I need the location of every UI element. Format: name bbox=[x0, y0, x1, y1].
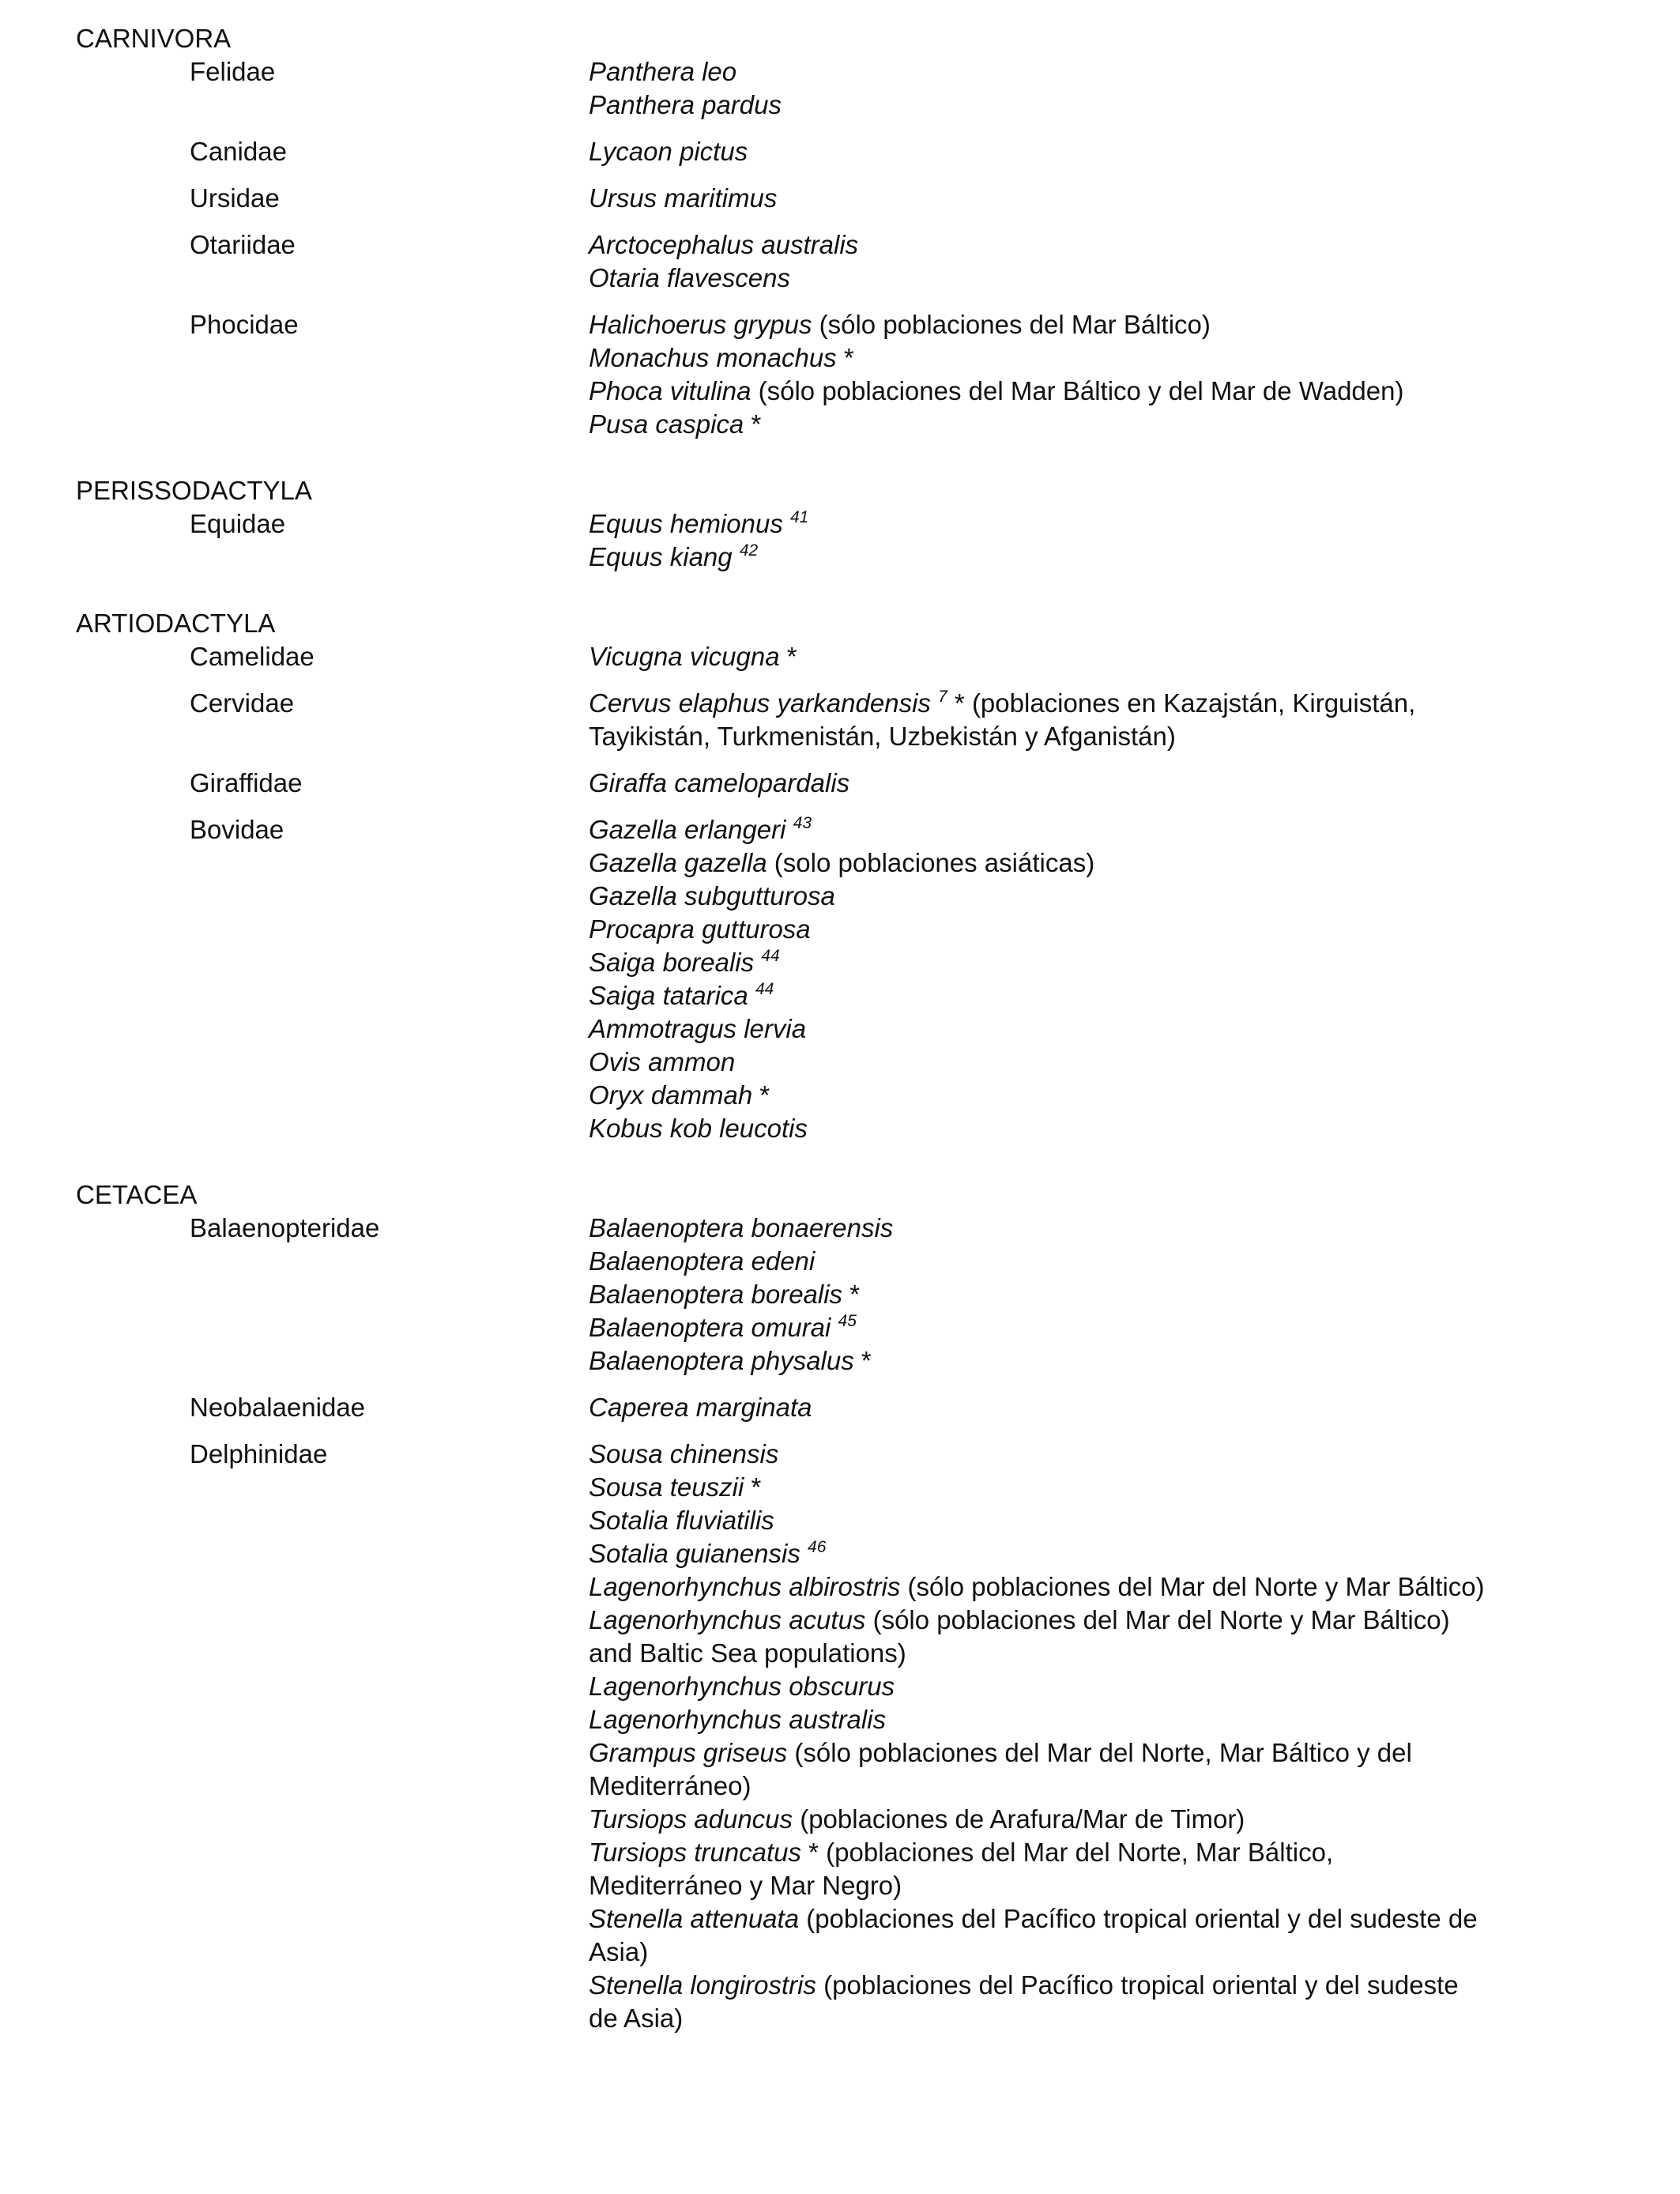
species-note: * (poblaciones del Mar del Norte, Mar Báltico, bbox=[801, 1838, 1334, 1867]
species-entry bbox=[589, 1112, 808, 1145]
species-entry bbox=[589, 1670, 895, 1703]
species-scientific-name: Tursiops truncatus bbox=[589, 1838, 801, 1867]
species-scientific-name: Panthera pardus bbox=[589, 90, 782, 119]
species-scientific-name: Grampus griseus bbox=[589, 1738, 788, 1767]
species-note: * bbox=[744, 1472, 762, 1502]
species-entry bbox=[589, 182, 777, 215]
species-entry bbox=[589, 1012, 806, 1046]
species-scientific-name: Stenella longirostris bbox=[589, 1970, 816, 2000]
species-scientific-name: Equus hemionus bbox=[589, 509, 783, 538]
species-scientific-name: Balaenoptera bonaerensis bbox=[589, 1213, 894, 1242]
species-scientific-name: Stenella attenuata bbox=[589, 1904, 800, 1933]
species-scientific-name: Otaria flavescens bbox=[589, 263, 790, 292]
species-entry bbox=[589, 687, 1415, 720]
species-scientific-name: Ursus maritimus bbox=[589, 183, 778, 213]
species-entry bbox=[589, 541, 758, 574]
species-note-continuation: Mediterráneo) bbox=[589, 1771, 751, 1800]
species-entry bbox=[589, 979, 774, 1012]
order-heading: CARNIVORA bbox=[76, 24, 232, 53]
species-entry bbox=[589, 1902, 1478, 1936]
species-scientific-name: Balaenoptera physalus bbox=[589, 1346, 854, 1375]
species-note: * bbox=[842, 1280, 861, 1309]
species-entry bbox=[589, 1836, 1333, 1869]
order-heading: ARTIODACTYLA bbox=[76, 609, 276, 638]
species-scientific-name: Pusa caspica bbox=[589, 409, 744, 439]
species-note-continuation: de Asia) bbox=[589, 2004, 684, 2033]
species-scientific-name: Phoca vitulina bbox=[589, 376, 751, 405]
species-note: (poblaciones del Pacífico tropical oriental y del sudeste de bbox=[799, 1904, 1478, 1933]
species-entry bbox=[589, 1969, 1459, 2002]
family-name: Cervidae bbox=[190, 688, 295, 718]
footnote-marker: 44 bbox=[761, 947, 780, 965]
species-scientific-name: Tursiops aduncus bbox=[589, 1804, 793, 1834]
species-note-continuation: Tayikistán, Turkmenistán, Uzbekistán y Afganistán) bbox=[589, 722, 1176, 751]
order-heading: PERISSODACTYLA bbox=[76, 476, 312, 505]
footnote-marker: 41 bbox=[790, 508, 809, 526]
species-entry bbox=[589, 308, 1211, 341]
species-scientific-name: Saiga tatarica bbox=[589, 981, 748, 1010]
family-name: Giraffidae bbox=[190, 768, 303, 797]
species-scientific-name: Sotalia fluviatilis bbox=[589, 1506, 774, 1535]
species-scientific-name: Caperea marginata bbox=[589, 1393, 812, 1422]
species-scientific-name: Monachus monachus bbox=[589, 343, 837, 372]
family-name: Canidae bbox=[190, 137, 287, 166]
species-note: * (poblaciones en Kazajstán, Kirguistán, bbox=[947, 688, 1416, 718]
family-name: Neobalaenidae bbox=[190, 1393, 366, 1422]
species-note: * bbox=[853, 1346, 872, 1375]
species-scientific-name: Gazella erlangeri bbox=[589, 815, 786, 844]
species-note: * bbox=[744, 409, 762, 439]
species-entry bbox=[589, 1311, 857, 1344]
species-entry bbox=[589, 813, 812, 846]
species-entry bbox=[589, 767, 849, 800]
species-entry bbox=[589, 946, 780, 979]
species-scientific-name: Balaenoptera omurai bbox=[589, 1313, 831, 1342]
species-scientific-name: Kobus kob leucotis bbox=[589, 1114, 808, 1143]
species-scientific-name: Procapra gutturosa bbox=[589, 914, 811, 944]
footnote-marker: 45 bbox=[838, 1312, 857, 1330]
species-note-continuation: Asia) bbox=[589, 1937, 649, 1966]
species-note: (poblaciones de Arafura/Mar de Timor) bbox=[793, 1804, 1245, 1834]
species-entry bbox=[589, 262, 790, 295]
species-entry bbox=[589, 1046, 735, 1079]
species-note: (sólo poblaciones del Mar Báltico) bbox=[812, 310, 1211, 339]
species-note: (poblaciones del Pacífico tropical oriental y del sudeste bbox=[816, 1970, 1459, 2000]
species-entry bbox=[589, 1212, 893, 1245]
species-scientific-name: Oryx dammah bbox=[589, 1080, 753, 1110]
species-scientific-name: Lagenorhynchus acutus bbox=[589, 1605, 866, 1634]
species-scientific-name: Arctocephalus australis bbox=[589, 230, 859, 259]
species-note: (sólo poblaciones del Mar del Norte, Mar Báltico y del bbox=[787, 1738, 1412, 1767]
species-entry bbox=[589, 913, 811, 946]
species-entry bbox=[589, 880, 835, 913]
family-name: Otariidae bbox=[190, 230, 296, 259]
species-entry bbox=[589, 1504, 774, 1537]
species-scientific-name: Sousa chinensis bbox=[589, 1439, 779, 1468]
footnote-marker: 7 bbox=[938, 688, 947, 706]
species-entry bbox=[589, 135, 748, 168]
species-entry bbox=[589, 1537, 826, 1570]
species-scientific-name: Equus kiang bbox=[589, 542, 733, 571]
species-entry bbox=[589, 1471, 761, 1504]
species-note: (sólo poblaciones del Mar del Norte y Mar Báltico) bbox=[900, 1572, 1485, 1601]
species-entry bbox=[589, 1079, 770, 1112]
species-entry bbox=[589, 341, 854, 375]
species-note-continuation: and Baltic Sea populations) bbox=[589, 1638, 906, 1668]
order-heading: CETACEA bbox=[76, 1180, 198, 1209]
family-name: Bovidae bbox=[190, 815, 284, 844]
family-name: Ursidae bbox=[190, 183, 280, 213]
species-scientific-name: Balaenoptera borealis bbox=[589, 1280, 843, 1309]
species-scientific-name: Sotalia guianensis bbox=[589, 1539, 800, 1568]
species-entry bbox=[589, 89, 782, 122]
species-scientific-name: Saiga borealis bbox=[589, 948, 755, 977]
species-scientific-name: Lagenorhynchus obscurus bbox=[589, 1672, 895, 1701]
species-entry bbox=[589, 640, 797, 673]
species-note: (sólo poblaciones del Mar Báltico y del Mar de Wadden) bbox=[751, 376, 1404, 405]
species-note: (solo poblaciones asiáticas) bbox=[767, 848, 1095, 877]
species-scientific-name: Giraffa camelopardalis bbox=[589, 768, 850, 797]
species-note: * bbox=[779, 642, 797, 671]
species-scientific-name: Ammotragus lervia bbox=[589, 1014, 807, 1043]
species-scientific-name: Gazella gazella bbox=[589, 848, 767, 877]
species-scientific-name: Panthera leo bbox=[589, 57, 737, 86]
species-entry bbox=[589, 507, 808, 541]
species-entry bbox=[589, 1245, 815, 1278]
species-entry bbox=[589, 55, 736, 89]
species-scientific-name: Vicugna vicugna bbox=[589, 642, 780, 671]
species-scientific-name: Gazella subgutturosa bbox=[589, 881, 835, 910]
species-scientific-name: Ovis ammon bbox=[589, 1047, 736, 1076]
species-scientific-name: Balaenoptera edeni bbox=[589, 1246, 816, 1276]
species-note: (sólo poblaciones del Mar del Norte y Mar Báltico) bbox=[865, 1605, 1450, 1634]
species-entry bbox=[589, 1278, 860, 1311]
family-name: Delphinidae bbox=[190, 1439, 328, 1468]
species-entry bbox=[589, 228, 858, 262]
species-entry bbox=[589, 1570, 1485, 1604]
footnote-marker: 43 bbox=[793, 814, 812, 832]
species-scientific-name: Lycaon pictus bbox=[589, 137, 748, 166]
family-name: Felidae bbox=[190, 57, 276, 86]
footnote-marker: 44 bbox=[755, 980, 774, 998]
footnote-marker: 42 bbox=[739, 541, 759, 560]
species-note: * bbox=[836, 343, 854, 372]
family-name: Phocidae bbox=[190, 310, 299, 339]
species-scientific-name: Sousa teuszii bbox=[589, 1472, 744, 1502]
family-name: Equidae bbox=[190, 509, 286, 538]
species-note: * bbox=[752, 1080, 770, 1110]
species-entry bbox=[589, 375, 1403, 408]
species-entry bbox=[589, 1391, 812, 1424]
family-name: Balaenopteridae bbox=[190, 1213, 380, 1242]
species-entry bbox=[589, 1803, 1245, 1836]
footnote-marker: 46 bbox=[808, 1538, 827, 1556]
species-entry bbox=[589, 846, 1094, 880]
species-scientific-name: Cervus elaphus yarkandensis bbox=[589, 688, 931, 718]
species-entry bbox=[589, 1344, 872, 1378]
species-scientific-name: Lagenorhynchus australis bbox=[589, 1705, 887, 1734]
species-scientific-name: Halichoerus grypus bbox=[589, 310, 812, 339]
species-scientific-name: Lagenorhynchus albirostris bbox=[589, 1572, 901, 1601]
species-entry bbox=[589, 408, 761, 441]
species-note-continuation: Mediterráneo y Mar Negro) bbox=[589, 1871, 902, 1900]
species-entry bbox=[589, 1438, 778, 1471]
species-entry bbox=[589, 1604, 1450, 1637]
species-entry bbox=[589, 1736, 1412, 1770]
family-name: Camelidae bbox=[190, 642, 315, 671]
species-entry bbox=[589, 1703, 886, 1736]
